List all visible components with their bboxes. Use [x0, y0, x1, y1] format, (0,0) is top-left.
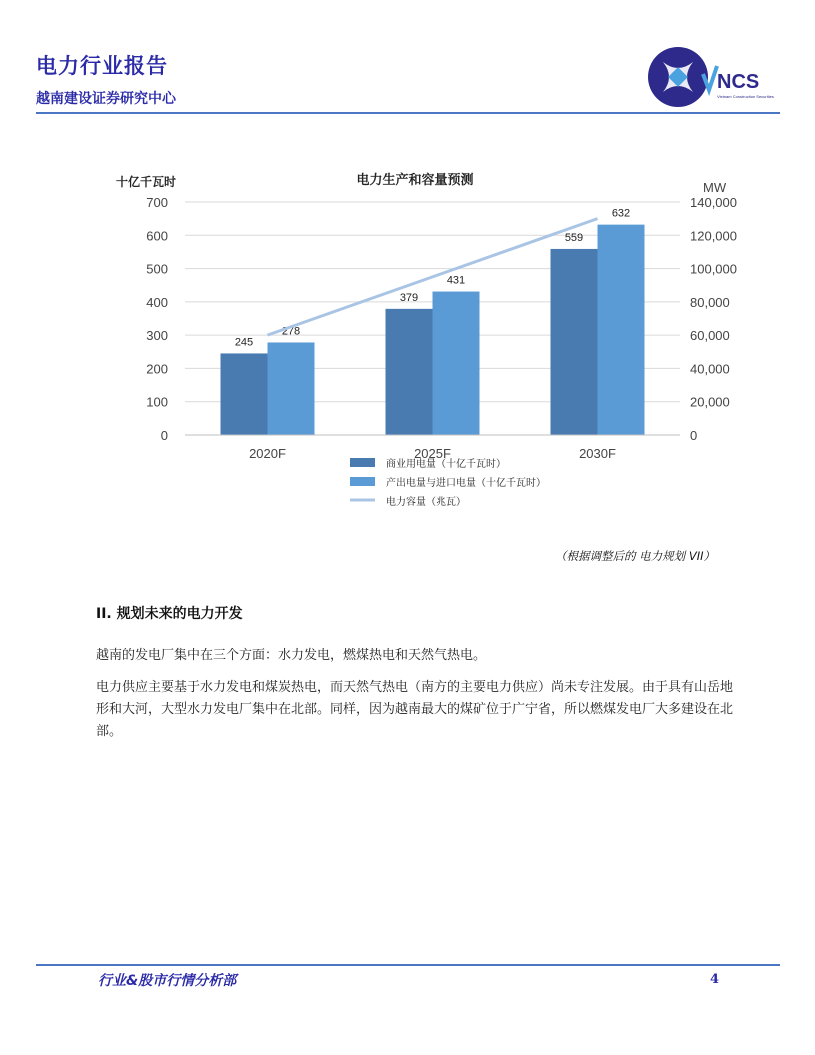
- legend-swatch-commercial: [350, 458, 375, 467]
- right-tick-label: 40,000: [690, 361, 730, 377]
- left-tick-label: 200: [146, 361, 168, 377]
- report-title: 电力行业报告: [36, 54, 168, 78]
- category-label: 2020F: [249, 446, 286, 461]
- paragraph-1: 越南的发电厂集中在三个方面：水力发电，燃煤热电和天然气热电。: [96, 648, 487, 663]
- bar-2020F-series-2: [268, 342, 315, 435]
- left-tick-label: 300: [146, 328, 168, 344]
- legend-label-capacity: 电力容量（兆瓦）: [386, 497, 466, 508]
- bar-data-label: 559: [564, 231, 584, 244]
- right-tick-label: 60,000: [690, 328, 730, 344]
- bar-data-label: 379: [399, 291, 419, 304]
- left-axis-label: 十亿千瓦时: [116, 175, 177, 189]
- right-axis-label: MW: [703, 180, 727, 195]
- bar-data-label: 278: [281, 325, 301, 338]
- legend-label-output: 产出电量与进口电量（十亿千瓦时）: [386, 478, 546, 489]
- category-label: 2030F: [579, 446, 616, 461]
- bar-2020F-series-1: [221, 353, 268, 435]
- logo-tagline: Vietnam Construction Securities: [717, 94, 774, 99]
- bar-data-label: 632: [611, 207, 631, 220]
- bar-2025F-series-1: [386, 309, 433, 435]
- right-tick-label: 20,000: [690, 394, 730, 410]
- left-tick-label: 700: [146, 195, 168, 210]
- section-heading: II. 规划未来的电力开发: [96, 606, 243, 622]
- left-tick-label: 100: [146, 394, 168, 410]
- logo-text: NCS: [717, 71, 760, 93]
- right-tick-label: 0: [690, 428, 698, 443]
- paragraph-2: 电力供应主要基于水力发电和煤炭热电，而天然气热电（南方的主要电力供应）尚未专注发展。由于具有山岳地形和大河，大型水力发电厂集中在北部。同样，因为越南最大的煤矿位于广宁省，所以燃煤发电厂大多建设在北部。: [96, 680, 734, 739]
- right-tick-label: 120,000: [690, 228, 737, 244]
- left-tick-label: 400: [146, 294, 168, 310]
- bar-data-label: 245: [234, 336, 254, 349]
- bar-data-label: 431: [446, 274, 466, 287]
- left-tick-label: 500: [146, 261, 168, 277]
- legend-swatch-output: [350, 477, 375, 486]
- footer-department: 行业&股市行情分析部: [98, 973, 237, 989]
- right-tick-label: 100,000: [690, 261, 737, 277]
- category-label: 2025F: [414, 446, 451, 461]
- bar-2030F-series-2: [598, 225, 645, 435]
- right-tick-label: 80,000: [690, 294, 730, 310]
- power-forecast-chart: [100, 165, 750, 525]
- left-tick-label: 0: [160, 428, 168, 443]
- bar-2025F-series-2: [433, 292, 480, 435]
- chart-svg: [100, 165, 750, 525]
- footer-divider: [36, 964, 780, 966]
- right-tick-label: 140,000: [690, 195, 737, 210]
- legend-label-commercial: 商业用电量（十亿千瓦时）: [386, 459, 506, 470]
- vncs-logo: [645, 44, 780, 110]
- header-divider: [36, 112, 780, 114]
- page-number: 4: [710, 972, 720, 987]
- bar-2030F-series-1: [551, 249, 598, 435]
- chart-title: 电力生产和容量预测: [356, 172, 474, 187]
- chart-source-caption: （根据调整后的 电力规划 VII）: [555, 549, 715, 563]
- research-center-name: 越南建设证券研究中心: [36, 91, 176, 107]
- left-tick-label: 600: [146, 228, 168, 244]
